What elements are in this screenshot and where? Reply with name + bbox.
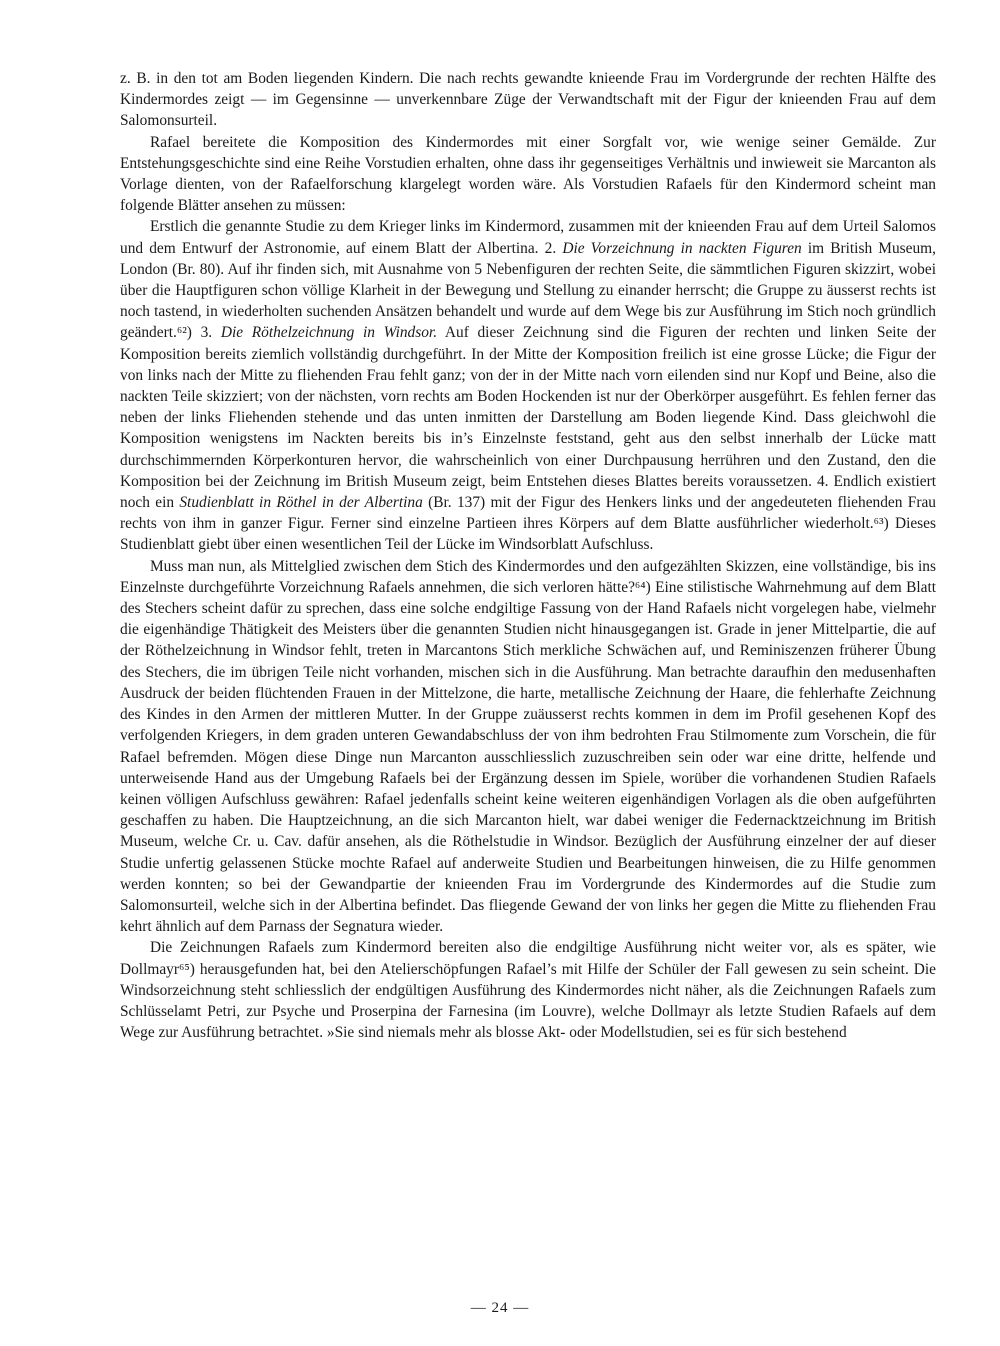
text-run: Auf dieser Zeichnung sind die Figuren der rechten und linken Seite der Komposition bereits ziemlich vollständig durchgeführt. In der Mitte der Komposition freilich ist eine grosse Lücke; die Figur der von links nach der Mitte zu fliehenden Frau fehlt ganz; von der in der Mitte nach vorn eilenden sind nur Kopf und Beine, also die nackten Teile skizziert; von der nächsten, vorn rechts am Boden Hockenden ist nur der Oberkörper ausgeführt. Es fehlen ferner das neben der links Fliehenden stehende und das unten inmitten der Darstellung am Boden liegende Kind. Dass gleichwohl die Komposition wenigstens im Nackten bereits bis in’s Einzelnste feststand, geht aus den selbst innerhalb der Lücke matt durchschimmernden Körperkonturen hervor, die wahrscheinlich von einer Durchpausung herrühren und den Zustand, den die Komposition bei der Zeichnung im British Museum zeigt, beim Entstehen dieses Blattes bereits voraussetzen. 4. Endlich existiert noch ein <box>120 324 936 512</box>
text-run: Muss man nun, als Mittelglied zwischen dem Stich des Kindermordes und den aufgezählten Skizzen, eine vollständige, bis ins Einzelnste durchgeführte Vorzeichnung Rafaels annehmen, die sich verloren hätte?⁶⁴) Eine stilistische Wahrnehmung auf dem Blatt des Stechers scheint dafür zu sprechen, dass eine solche endgiltige Fassung von der Hand Rafaels nicht vorgelegen habe, vielmehr die eigenhändige Thätigkeit des Meisters über die genannten Studien nicht hinausgegangen ist. Grade in jener Mittelpartie, die auf der Röthelzeichnung in Windsor fehlt, treten in Marcantons Stich merkliche Schwächen auf, und Reminiszenzen früherer Übung des Stechers, die im übrigen Teile nicht vorhanden, mischen sich in die Ausführung. Man betrachte daraufhin den medusenhaften Ausdruck der beiden flüchtenden Frauen in der Mittelzone, die harte, metallische Zeichnung der Haare, die fehlerhafte Zeichnung des Kindes in den Armen der mittleren Mutter. In der Gruppe zuäusserst rechts kommen in dem im Profil gesehenen Kopf des verfolgenden Kriegers, in dem graden unteren Gewandabschluss der von ihm bedrohten Frau Stilmomente zum Vorschein, die für Rafael befremden. Mögen diese Dinge nun Marcanton ausschliesslich zuzuschreiben sein oder war eine dritte, helfende und unterweisende Hand aus der Umgebung Rafaels bei der Ergänzung dessen im Spiele, worüber die vorhandenen Studien Rafaels keinen völligen Aufschluss gewähren: Rafael jedenfalls scheint keine weiteren eigenhändigen Vorlagen als die oben aufgeführten geschaffen zu haben. Die Hauptzeichnung, an die sich Marcanton hielt, war dabei weniger die Federnacktzeichnung im British Museum, welche Cr. u. Cav. dafür ansehen, als die Röthelstudie in Windsor. Bezüglich der Ausführung einzelner der auf dieser Studie unfertig gelassenen Stücke mochte Rafael auf anderweite Studien und Bearbeitungen hinweisen, die zu Hilfe genommen werden konnten; so bei der Gewandpartie der knieenden Frau im Vordergrunde des Kindermordes auf die Studie zum Salomonsurteil, welche sich in der Albertina befindet. Das fliegende Gewand der von links her gegen die Mitte zu fliehenden Frau kehrt ähnlich auf dem Parnass der Segnatura wieder. <box>120 557 936 936</box>
text-run: Rafael bereitete die Komposition des Kindermordes mit einer Sorgfalt vor, wie wenige seiner Gemälde. Zur Entstehungsgeschichte sind eine Reihe Vorstudien erhalten, ohne dass ihr gegenseitiges Verhältnis und inwieweit sie Marcanton als Vorlage dienten, von der Rafaelforschung klargelegt worden wäre. Als Vorstudien Rafaels für den Kindermord scheint man folgende Blätter ansehen zu müssen: <box>120 133 936 215</box>
paragraph-4 <box>120 556 936 938</box>
text-run: (Br. 137) mit der Figur des Henkers links und der angedeuteten fliehenden Frau rechts von ihm in ganzer Figur. Ferner sind einzelne Partieen ihres Körpers auf dem Blatte ausführlicher wiederholt.⁶³) Dieses Studienblatt giebt über einen wesentlichen Teil der Lücke im Windsorblatt Aufschluss. <box>120 494 936 554</box>
text-run: z. B. in den tot am Boden liegenden Kindern. Die nach rechts gewandte knieende Frau im Vordergrunde der rechten Hälfte des Kindermordes zeigt — im Gegensinne — unverkennbare Züge der Verwandtschaft mit der Figur der knieenden Frau auf dem Salomonsurteil. <box>120 70 936 130</box>
paragraph-5 <box>120 937 936 1043</box>
page-number: — 24 — <box>470 1300 530 1316</box>
paragraph-1 <box>120 68 936 132</box>
paragraph-3 <box>120 216 936 555</box>
italic-title-text: Studienblatt in Röthel in der Albertina <box>179 494 423 512</box>
text-run: Erstlich die genannte Studie zu dem Krieger links im Kindermord, zusammen mit der knieenden Frau auf dem Urteil Salomos und dem Entwurf der Astronomie, auf einem Blatt der Albertina. 2. <box>120 218 936 257</box>
paragraph-2 <box>120 132 936 217</box>
body-text <box>120 68 936 1043</box>
italic-title-text: Die Vorzeichnung in nackten Figuren <box>562 239 802 257</box>
text-run: im British Museum, London (Br. 80). Auf ihr finden sich, mit Ausnahme von 5 Nebenfiguren der rechten Seite, die sämmtlichen Figuren skizzirt, wobei über die Hauptfiguren schon völlige Klarheit in der Bewegung und Stellung zu einander herrscht; die Gruppe zu äusserst rechts ist noch tastend, in wiederholten suchenden Ansätzen behandelt und wurde auf dem Wege bis zur Ausführung im Stich noch gründlich geändert.⁶²) 3. <box>120 239 936 342</box>
italic-title-text: Die Röthelzeichnung in Windsor. <box>220 324 438 342</box>
text-run: Die Zeichnungen Rafaels zum Kindermord bereiten also die endgiltige Ausführung nicht weiter vor, als es später, wie Dollmayr⁶⁵) herausgefunden hat, bei den Atelierschöpfungen Rafael’s mit Hilfe der Schüler der Fall gewesen zu sein scheint. Die Windsorzeichnung steht schliesslich der endgültigen Ausführung des Kindermordes nicht näher, als die Zeichnungen Rafaels zum Schlüsselamt Petri, zur Psyche und Proserpina der Farnesina (im Louvre), welche Dollmayr als letzte Studien Rafaels auf dem Wege zur Ausführung betrachtet. »Sie sind niemals mehr als blosse Akt- oder Modellstudien, sei es für sich bestehend <box>120 939 936 1042</box>
